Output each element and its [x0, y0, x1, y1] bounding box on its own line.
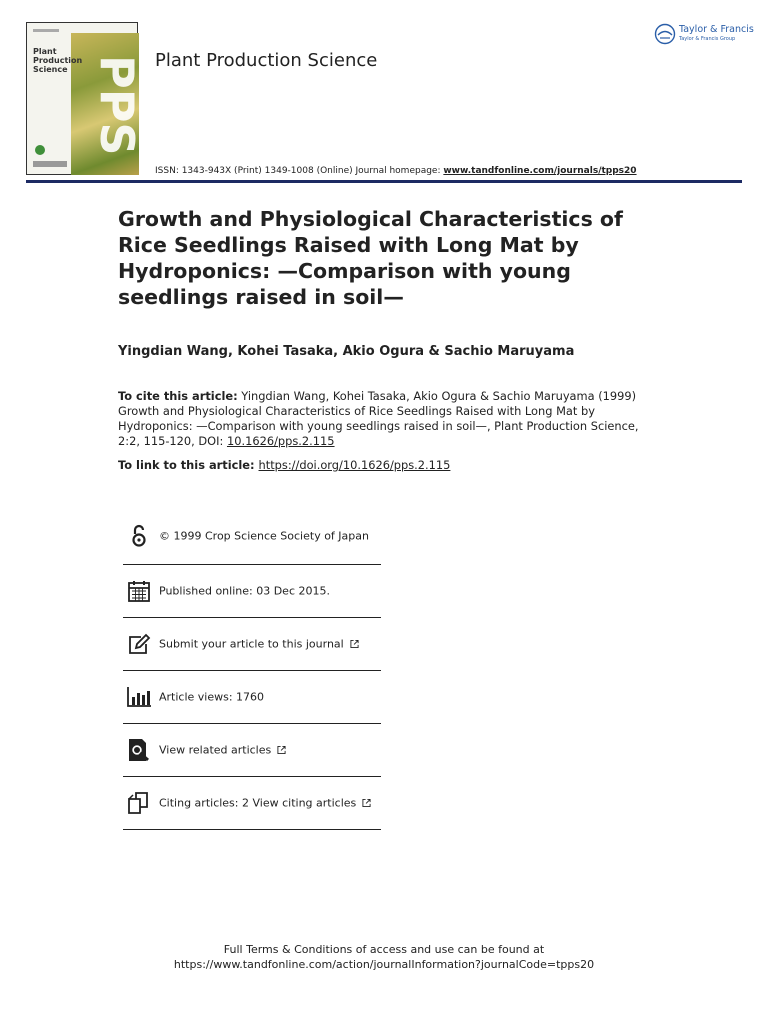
- cover-journal-title: Plant Production Science: [33, 47, 83, 74]
- info-row-published: [123, 565, 381, 618]
- info-row-related[interactable]: [123, 724, 381, 777]
- info-row-submit[interactable]: [123, 618, 381, 671]
- citation-block: [118, 389, 648, 449]
- external-link-icon: [362, 799, 371, 808]
- journal-name[interactable]: Plant Production Science: [155, 50, 378, 71]
- journal-homepage-link[interactable]: www.tandfonline.com/journals/tpps20: [443, 166, 637, 176]
- info-row-views: [123, 671, 381, 724]
- issn-text: ISSN: 1343-943X (Print) 1349-1008 (Online) Journal homepage:: [155, 166, 444, 176]
- header-divider: [26, 180, 742, 183]
- edit-icon: [127, 632, 151, 656]
- info-row-citing[interactable]: [123, 777, 381, 830]
- issn-line: [155, 166, 637, 176]
- published-date-text: Published online: 03 Dec 2015.: [159, 584, 330, 598]
- journal-cover-thumbnail: [26, 22, 144, 175]
- article-doi-link[interactable]: https://doi.org/10.1626/pps.2.115: [258, 458, 451, 472]
- search-document-icon: [127, 738, 151, 762]
- info-row-copyright: [123, 508, 381, 565]
- article-views-text: Article views: 1760: [159, 690, 265, 704]
- article-link-line: [118, 458, 450, 472]
- cover-badge-icon: [35, 145, 45, 155]
- cover-publisher-mark: [33, 161, 67, 167]
- publisher-subtitle: Taylor & Francis Group: [679, 36, 736, 42]
- footer-terms-line: Full Terms & Conditions of access and use can be found at: [223, 943, 545, 956]
- calendar-icon: [127, 579, 151, 603]
- cite-doi-link[interactable]: 10.1626/pps.2.115: [226, 434, 335, 448]
- citing-articles-icon: [127, 791, 151, 815]
- cite-text: Yingdian Wang, Kohei Tasaka, Akio Ogura & Sachio Maruyama (1999) Growth and Physiological Characteristics of Rice Seedlings Raised with Long Mat by Hydroponics: —Comparison with young seedlings raised in soil—, Plant Production Science, 2:2, 115-120, DOI:: [118, 389, 639, 448]
- article-authors: Yingdian Wang, Kohei Tasaka, Akio Ogura & Sachio Maruyama: [118, 344, 575, 359]
- cover-logo-letters: PPS: [90, 54, 144, 156]
- view-related-articles-link[interactable]: View related articles: [159, 744, 286, 757]
- submit-article-link[interactable]: Submit your article to this journal: [159, 638, 359, 651]
- citing-articles-link[interactable]: Citing articles: 2 View citing articles: [159, 797, 371, 810]
- external-link-icon: [277, 746, 286, 755]
- article-title: Growth and Physiological Characteristics of Rice Seedlings Raised with Long Mat by Hydroponics: —Comparison with young seedlings raised in soil—: [118, 207, 623, 309]
- copyright-text: © 1999 Crop Science Society of Japan: [159, 529, 369, 543]
- bar-chart-icon: [127, 685, 151, 709]
- cover-issue-text: [33, 29, 59, 32]
- publisher-name: Taylor & Francis: [679, 24, 754, 35]
- article-info-list: [123, 508, 381, 830]
- terms-footer: [0, 942, 768, 972]
- open-access-icon: [127, 524, 151, 548]
- cite-label: To cite this article:: [118, 389, 238, 403]
- footer-terms-url[interactable]: https://www.tandfonline.com/action/journalInformation?journalCode=tpps20: [173, 958, 595, 971]
- external-link-icon: [350, 640, 359, 649]
- link-label: To link to this article:: [118, 458, 259, 472]
